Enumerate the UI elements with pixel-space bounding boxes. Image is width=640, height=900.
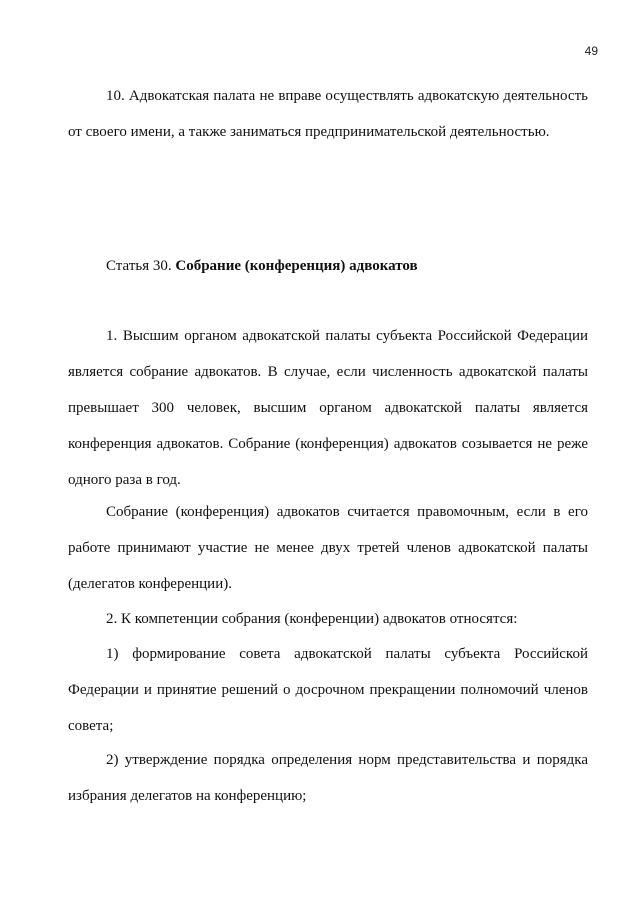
- article-number: Статья 30.: [106, 258, 176, 274]
- paragraph-1-continued: Собрание (конференция) адвокатов считается правомочным, если в его работе принимают участие не менее двух третей членов адвокатской палаты (делегатов конференции).: [68, 504, 588, 592]
- paragraph-2: 2. К компетенции собрания (конференции) адвокатов относятся:: [106, 611, 518, 627]
- article-title: Собрание (конференция) адвокатов: [175, 258, 418, 274]
- paragraph-10: 10. Адвокатская палата не вправе осуществлять адвокатскую деятельность от своего имени, а также заниматься предпринимательской деятельностью.: [68, 88, 588, 140]
- paragraph-1: 1. Высшим органом адвокатской палаты субъекта Российской Федерации является собрание адвокатов. В случае, если численность адвокатской палаты превышает 300 человек, высшим органом адвокатской палаты является конференция адвокатов. Собрание (конференция) адвокатов созывается не реже одного раза в год.: [68, 328, 588, 488]
- list-item-1: 1) формирование совета адвокатской палаты субъекта Российской Федерации и принятие решений о досрочном прекращении полномочий членов совета;: [68, 646, 588, 734]
- list-item-2: 2) утверждение порядка определения норм представительства и порядка избрания делегатов на конференцию;: [68, 752, 588, 804]
- article-heading: [106, 254, 418, 278]
- page-number: 49: [584, 44, 598, 58]
